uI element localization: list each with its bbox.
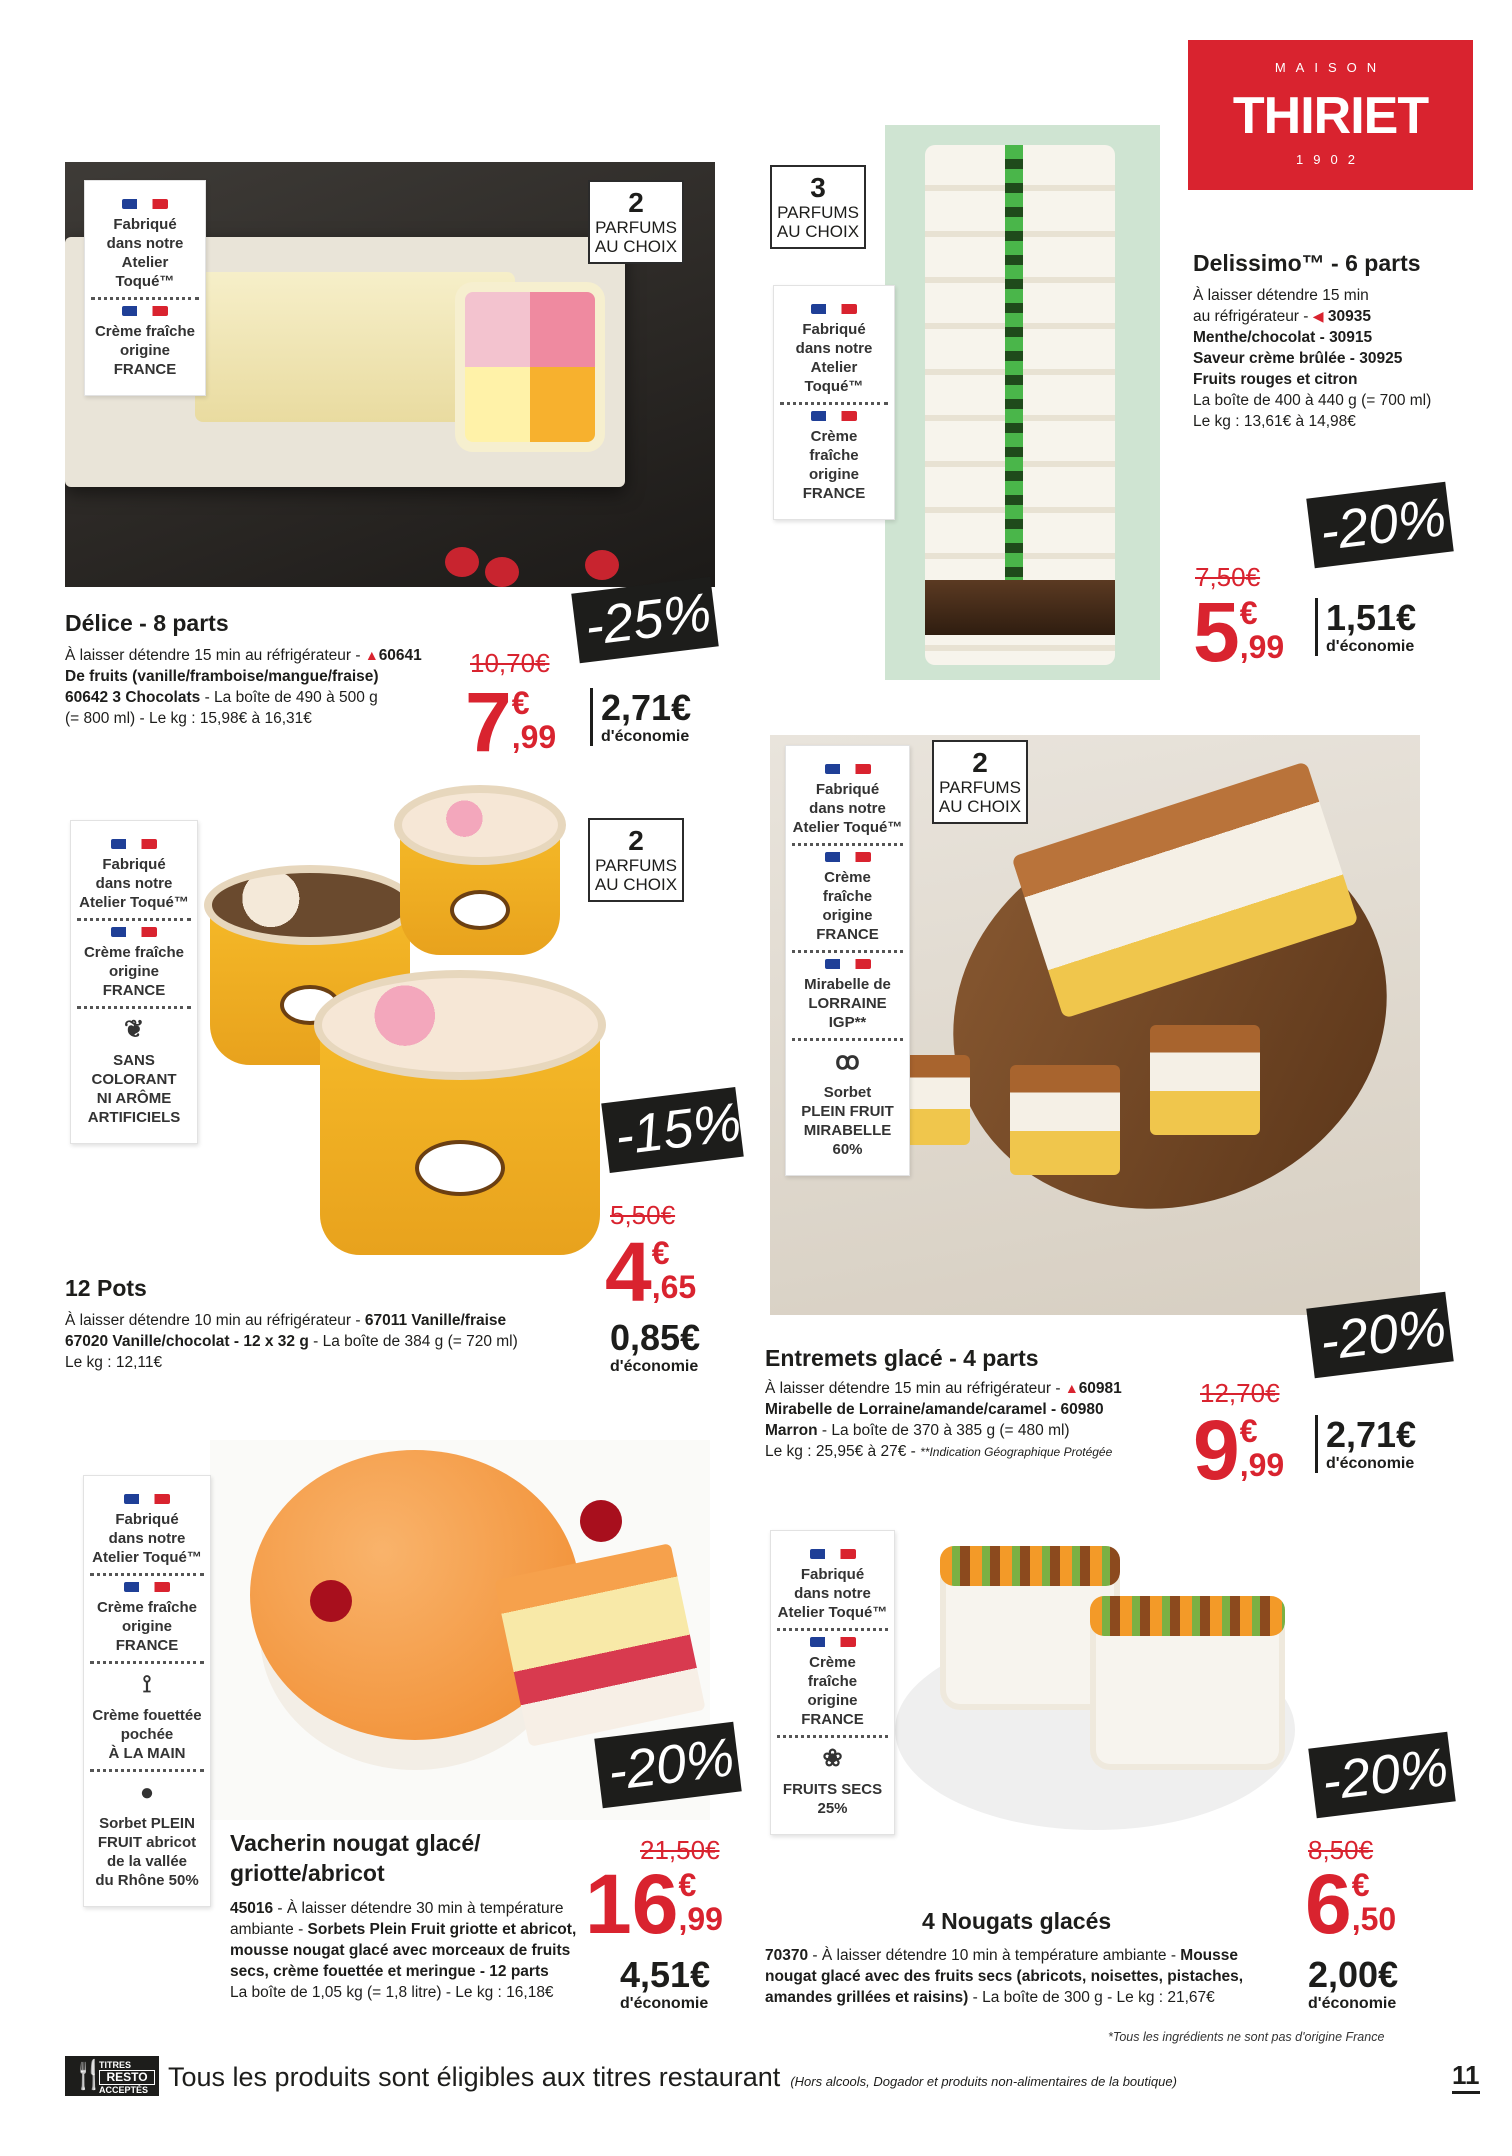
french-flag-icon xyxy=(124,1582,170,1592)
french-flag-icon xyxy=(811,411,857,421)
nougats-savings: 2,00€ d'économie xyxy=(1308,1954,1399,2012)
label-sorbet-mirabelle: ꝏ Sorbet PLEIN FRUIT MIRABELLE 60% xyxy=(792,1038,903,1165)
delissimo-labels xyxy=(773,285,895,520)
nougats-photo xyxy=(895,1520,1295,1840)
delice-promo: -25% xyxy=(571,577,718,664)
delice-labels xyxy=(84,180,206,396)
label-creme-fraiche: Crème fraîche origine FRANCE xyxy=(777,1628,888,1735)
footer-text: Tous les produits sont éligibles aux titres restaurant (Hors alcools, Dogador et produits non-alimentaires de la boutique) xyxy=(168,2062,1177,2092)
nougats-price: 6 € ,50 xyxy=(1305,1857,1397,1951)
label-fruits-secs: ❀ FRUITS SECS 25% xyxy=(777,1735,888,1824)
entremets-savings: 2,71€ d'économie xyxy=(1315,1415,1416,1473)
entremets-labels xyxy=(785,745,910,1176)
ingredients-note: *Tous les ingrédients ne sont pas d'origine France xyxy=(1108,2030,1385,2044)
pots-old-price: 5,50€ xyxy=(610,1200,676,1230)
vacherin-title: Vacherin nougat glacé/ griotte/abricot xyxy=(230,1830,481,1886)
pots-price: 4 € ,65 xyxy=(605,1225,697,1319)
french-flag-icon xyxy=(122,199,168,209)
pots-promo: -15% xyxy=(601,1087,744,1173)
french-flag-icon xyxy=(811,304,857,314)
logo-brand: THIRIET xyxy=(1232,87,1429,145)
label-creme-fraiche: Crème fraîche origine FRANCE xyxy=(780,402,888,509)
label-mirabelle: Mirabelle de LORRAINE IGP** xyxy=(792,950,903,1038)
french-flag-icon xyxy=(810,1637,856,1647)
french-flag-icon xyxy=(810,1549,856,1559)
label-fabrique: Fabriqué dans notre Atelier Toqué™ xyxy=(780,298,888,402)
label-sans-colorant: ❦ SANS COLORANT NI ARÔME ARTIFICIELS xyxy=(77,1006,191,1133)
pots-parfums-badge: 2 PARFUMS AU CHOIX xyxy=(588,818,684,902)
vacherin-savings: 4,51€ d'économie xyxy=(620,1954,711,2012)
thiriet-logo xyxy=(1188,40,1473,190)
label-creme-fouettee: ⟟ Crème fouettée pochée À LA MAIN xyxy=(90,1661,204,1769)
vacherin-description: 45016 - À laisser détendre 30 min à température ambiante - Sorbets Plein Fruit griotte et abricot, mousse nougat glacé avec morceaux de fruits secs, crème fouettée et meringue - 12 parts La boîte de 1,05 kg (= 1,8 litre) - Le kg : 16,18€ xyxy=(230,1900,577,2001)
pots-labels xyxy=(70,820,198,1144)
leaf-icon: ❦ xyxy=(123,1016,145,1043)
french-flag-icon xyxy=(111,927,157,937)
label-fabrique: Fabriqué dans notre Atelier Toqué™ xyxy=(777,1543,888,1628)
delice-description: À laisser détendre 15 min au réfrigérateur - ▲60641 De fruits (vanille/framboise/mangue/fraise) 60642 3 Chocolats - La boîte de 490 à 500 g (= 800 ml) - Le kg : 15,98€ à 16,31€ xyxy=(65,647,422,727)
label-fabrique: Fabriqué dans notre Atelier Toqué™ xyxy=(77,833,191,918)
entremets-price: 9 € ,99 xyxy=(1193,1403,1285,1497)
page-number: 11 xyxy=(1452,2060,1480,2094)
logo-year: 1902 xyxy=(1296,152,1365,167)
delissimo-parfums-badge: 3 PARFUMS AU CHOIX xyxy=(770,165,866,249)
delice-old-price: 10,70€ xyxy=(470,648,550,678)
french-flag-icon xyxy=(825,852,871,862)
entremets-old-price: 12,70€ xyxy=(1200,1378,1280,1408)
triangle-icon: ◀ xyxy=(1312,308,1324,324)
apricot-icon: ● xyxy=(139,1779,155,1806)
triangle-icon: ▲ xyxy=(1064,1380,1079,1396)
nougats-title: 4 Nougats glacés xyxy=(922,1908,1112,1934)
label-fabrique: Fabriqué dans notre Atelier Toqué™ xyxy=(90,1488,204,1573)
logo-maison: MAISON xyxy=(1274,60,1387,75)
vacherin-labels xyxy=(83,1475,211,1907)
pots-description: À laisser détendre 10 min au réfrigérateur - 67011 Vanille/fraise 67020 Vanille/chocolat - 12 x 32 g - La boîte de 384 g (= 720 ml) Le kg : 12,11€ xyxy=(65,1312,518,1371)
fork-knife-icon: 🍴 xyxy=(71,2059,106,2090)
piping-bag-icon: ⟟ xyxy=(142,1671,152,1698)
nuts-icon: ❀ xyxy=(822,1745,843,1772)
delice-price: 7 € ,99 xyxy=(465,675,557,769)
delice-parfums-badge: 2 PARFUMS AU CHOIX xyxy=(588,180,684,264)
french-flag-icon xyxy=(111,839,157,849)
entremets-promo: -20% xyxy=(1306,1292,1453,1379)
delissimo-promo: -20% xyxy=(1306,482,1453,569)
vacherin-old-price: 21,50€ xyxy=(640,1835,720,1865)
nougats-old-price: 8,50€ xyxy=(1308,1835,1374,1865)
label-creme-fraiche: Crème fraîche origine FRANCE xyxy=(792,843,903,950)
label-creme-fraiche: Crème fraîche origine FRANCE xyxy=(90,1573,204,1661)
label-creme-fraiche: Crème fraîche origine FRANCE xyxy=(91,297,199,385)
entremets-parfums-badge: 2 PARFUMS AU CHOIX xyxy=(932,740,1028,824)
nougats-labels xyxy=(770,1530,895,1835)
delice-savings: 2,71€ d'économie xyxy=(590,688,691,746)
french-flag-icon xyxy=(825,959,871,969)
titres-resto-logo: 🍴 TITRES RESTO ACCEPTÉS xyxy=(65,2056,159,2096)
label-fabrique: Fabriqué dans notre Atelier Toqué™ xyxy=(91,193,199,297)
nougats-description: 70370 - À laisser détendre 10 min à température ambiante - Mousse nougat glacé avec des fruits secs (abricots, noisettes, pistaches, amandes grillées et raisins) - La boîte de 300 g - Le kg : 21,67€ xyxy=(765,1947,1244,2006)
label-creme-fraiche: Crème fraîche origine FRANCE xyxy=(77,918,191,1006)
delissimo-savings: 1,51€ d'économie xyxy=(1315,598,1416,656)
french-flag-icon xyxy=(122,306,168,316)
entremets-description: À laisser détendre 15 min au réfrigérateur - ▲60981 Mirabelle de Lorraine/amande/caramel - 60980 Marron - La boîte de 370 à 385 g (= 480 ml) Le kg : 25,95€ à 27€ - **Indication Géographique Protégée xyxy=(765,1380,1122,1460)
entremets-title: Entremets glacé - 4 parts xyxy=(765,1345,1039,1371)
delissimo-photo xyxy=(885,125,1160,680)
fruit-halves-icon: ꝏ xyxy=(835,1048,860,1075)
vacherin-price: 16 € ,99 xyxy=(585,1857,723,1951)
delissimo-price: 5 € ,99 xyxy=(1193,585,1285,679)
nougats-promo: -20% xyxy=(1308,1732,1455,1819)
label-fabrique: Fabriqué dans notre Atelier Toqué™ xyxy=(792,758,903,843)
french-flag-icon xyxy=(124,1494,170,1504)
triangle-icon: ▲ xyxy=(364,647,379,663)
french-flag-icon xyxy=(825,764,871,774)
vacherin-promo: -20% xyxy=(594,1722,741,1809)
pots-title: 12 Pots xyxy=(65,1275,147,1301)
delissimo-description: À laisser détendre 15 min au réfrigérateur - ◀ 30935 Menthe/chocolat - 30915 Saveur crème brûlée - 30925 Fruits rouges et citron La boîte de 400 à 440 g (= 700 ml) Le kg : 13,61€ à 14,98€ xyxy=(1193,287,1432,430)
delice-title: Délice - 8 parts xyxy=(65,610,229,636)
delissimo-old-price: 7,50€ xyxy=(1195,562,1261,592)
delissimo-title: Delissimo™ - 6 parts xyxy=(1193,250,1421,276)
label-sorbet-abricot: ● Sorbet PLEIN FRUIT abricot de la vallée du Rhône 50% xyxy=(90,1769,204,1896)
pots-savings: 0,85€ d'économie xyxy=(610,1317,701,1375)
